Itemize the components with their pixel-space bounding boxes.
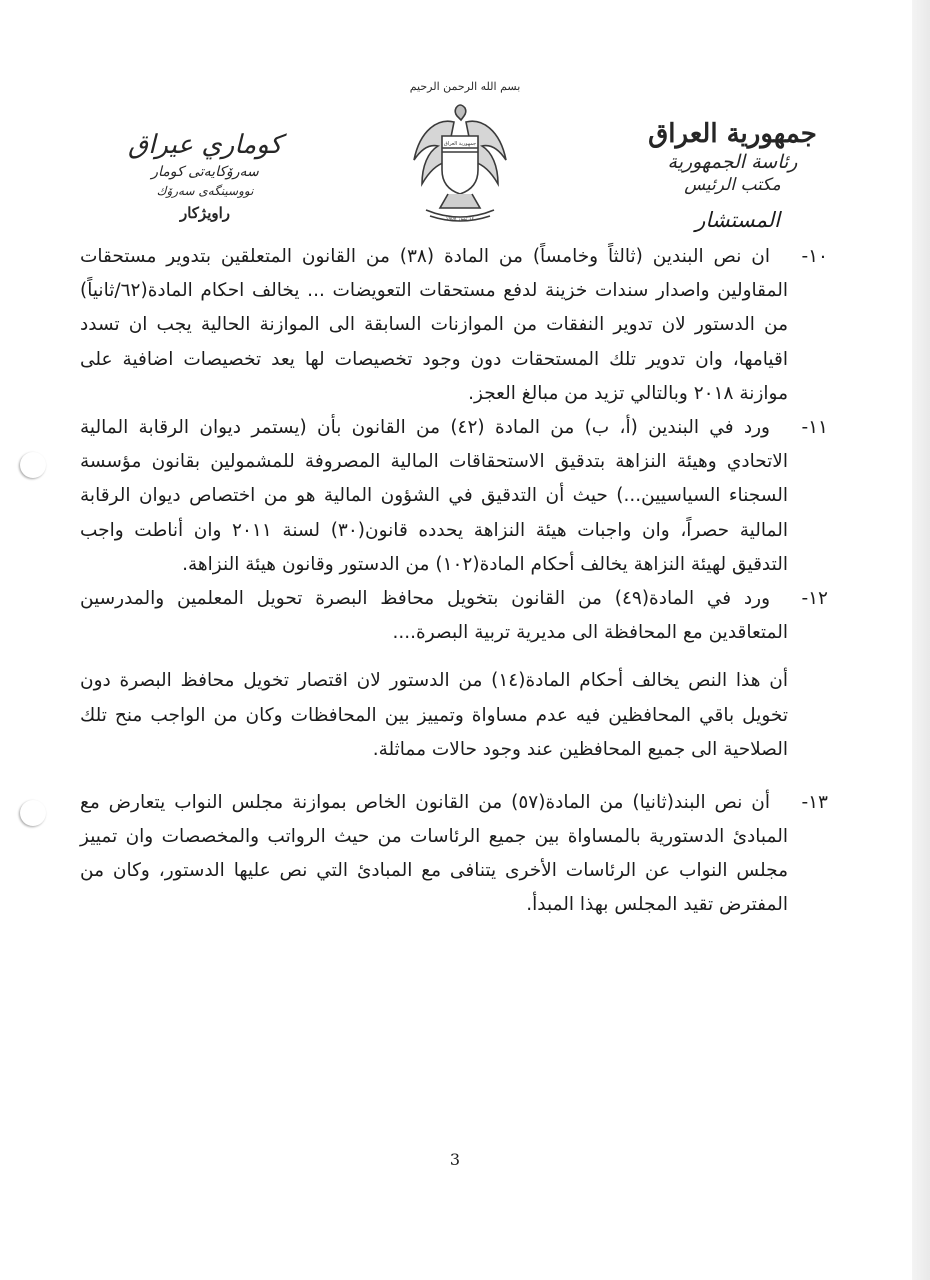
basmala: بسم الله الرحمن الرحيم [409, 80, 521, 93]
item-text: ان نص البندين (ثالثاً وخامساً) من المادة (٣٨) من القانون المتعلقين بتدوير مستحقات المقاولين واصدار سندات خزينة لدفع مستحقات التعويضات ... يخالف احكام المادة(٦٢/ثانياً) من الدستور لان تدوير النفقات من الموازنات السابقة الى الموازنة الحالية يجب ان تسدد اقيامها، وان تدوير تلك المستحقات دون وجود تخصيصات لها يعد تخصيصات اضافية على موازنة ٢٠١٨ وبالتالي تزيد من مبالغ العجز. [80, 246, 788, 404]
letterhead-kurdish-office: نووسینگەی سەرۆك [156, 184, 254, 198]
document-body [80, 240, 828, 922]
list-item-12 [80, 582, 828, 650]
letterhead-kurdish-presidency: سەرۆكايەتى كومار [151, 164, 259, 180]
item-text: ورد في المادة(٤٩) من القانون بتخويل محافظ البصرة تحويل المعلمين والمدرسين المتعاقدين مع المحافظة الى مديرية تربية البصرة.... [80, 588, 788, 644]
emblem-date: ١٤ تموز ١٩٥٨ [445, 216, 475, 222]
advisor-label: المستشار [695, 208, 780, 232]
item-text: ورد في البندين (أ، ب) من المادة (٤٢) من القانون بأن (يستمر ديوان الرقابة المالية الاتحادي وهيئة النزاهة بتدقيق الاستحقاقات المالية المصروفة للمشمولين بقانون مؤسسة السجناء السياسيين...) حيث أن التدقيق في الشؤون المالية هو من اختصاص ديوان الرقابة المالية حصراً، وان واجبات هيئة النزاهة يحدده قانون(٣٠) لسنة ٢٠١١ وان أناطت واجب التدقيق لهيئة النزاهة يخالف أحكام المادة(١٠٢) من الدستور وقانون هيئة النزاهة. [80, 417, 788, 575]
item-number: ١٣- [801, 791, 828, 813]
list-item-11 [80, 411, 828, 582]
letterhead-kurdish-republic: كوماري عيراق [128, 130, 282, 160]
item-number: ١٢- [801, 588, 828, 610]
letterhead-arabic [615, 118, 850, 196]
item-number: ١١- [801, 417, 828, 439]
letterhead-kurdish-advisor: راويژكار [179, 204, 231, 222]
punch-hole [20, 800, 46, 826]
iraq-eagle-emblem-icon [408, 100, 512, 228]
emblem-caption: جمهورية العراق [443, 141, 477, 147]
letterhead-office: مكتب الرئيس [684, 175, 781, 195]
letterhead-kurdish [90, 128, 320, 224]
list-item-13 [80, 786, 828, 923]
punch-hole [20, 452, 46, 478]
page-number: 3 [449, 1150, 461, 1169]
letterhead-republic: جمهورية العراق [648, 119, 817, 149]
list-item-10 [80, 240, 828, 411]
body-paragraph: أن هذا النص يخالف أحكام المادة(١٤) من الدستور لان اقتصار تخويل محافظ البصرة دون تخويل باقي المحافظين فيه عدم مساواة وتمييز بين المحافظات وكان من الواجب منح تلك الصلاحية الى جميع المحافظين عند وجود حالات مماثلة. [80, 670, 788, 760]
item-text: أن نص البند(ثانيا) من المادة(٥٧) من القانون الخاص بموازنة مجلس النواب يتعارض مع المبادئ الدستورية بالمساواة بين جميع الرئاسات من حيث الرواتب والمخصصات وان تمييز مجلس النواب عن الرئاسات الأخرى يتنافى مع المبادئ التي نص عليها الدستور، وكان من المفترض تقيد المجلس بهذا المبدأ. [80, 791, 788, 916]
letterhead-presidency: رئاسة الجمهورية [667, 151, 798, 173]
item-number: ١٠- [801, 246, 828, 267]
page-edge [912, 0, 930, 1280]
